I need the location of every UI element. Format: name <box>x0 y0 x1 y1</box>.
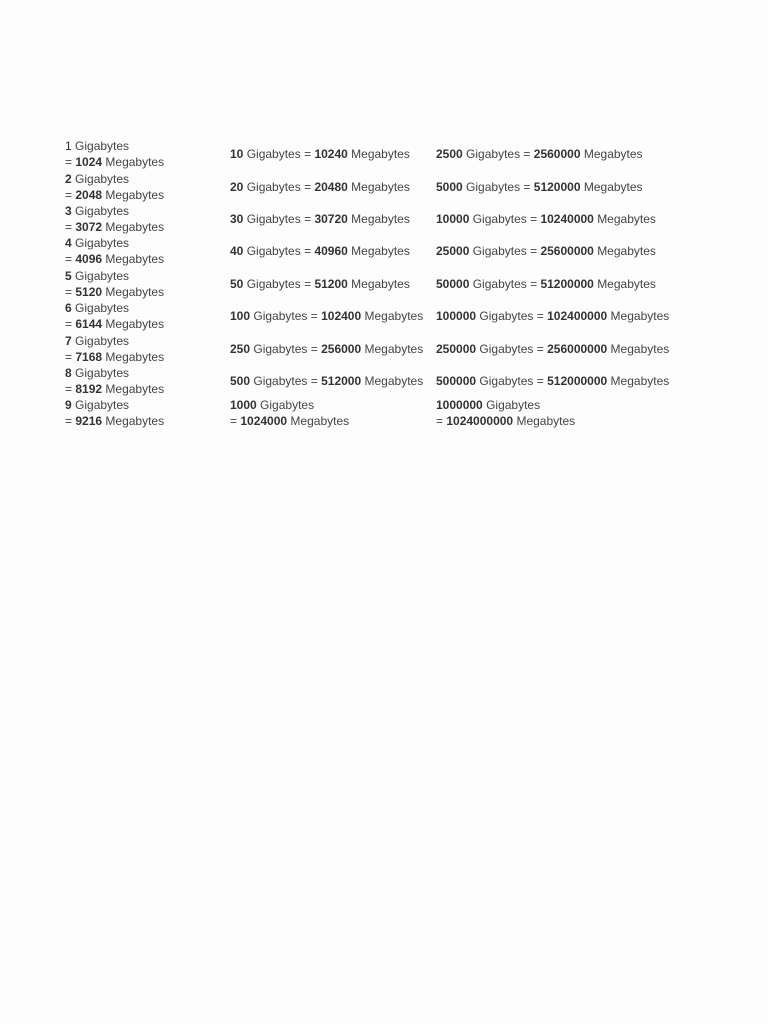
equals-sign: = <box>536 341 544 356</box>
megabytes-value: 256000 <box>321 341 362 356</box>
conversion-cell <box>431 138 740 170</box>
equals-sign: = <box>65 284 73 299</box>
conversion-cell <box>225 332 431 364</box>
gigabytes-value: 500 <box>230 373 251 388</box>
gigabytes-value: 7 <box>65 333 72 348</box>
equals-sign: = <box>304 147 312 162</box>
gigabytes-value: 30 <box>230 211 244 226</box>
cell-line-megabytes <box>65 251 220 267</box>
conversion-cell <box>60 397 225 429</box>
megabytes-unit: Megabytes <box>351 276 410 291</box>
cell-line-gigabytes <box>65 333 220 349</box>
megabytes-unit: Megabytes <box>105 155 165 170</box>
megabytes-value: 20480 <box>314 179 348 194</box>
gigabytes-unit: Gigabytes <box>246 179 301 194</box>
table-row <box>60 332 740 364</box>
equals-sign: = <box>230 414 238 429</box>
table-row <box>60 397 740 429</box>
megabytes-unit: Megabytes <box>364 373 424 388</box>
cell-line-megabytes <box>65 316 220 332</box>
gigabytes-unit: Gigabytes <box>472 211 527 226</box>
megabytes-unit: Megabytes <box>610 309 670 324</box>
megabytes-unit: Megabytes <box>105 349 165 364</box>
gigabytes-value: 1000 <box>230 398 257 413</box>
megabytes-unit: Megabytes <box>516 414 576 429</box>
megabytes-value: 1024000 <box>240 414 288 429</box>
gigabytes-unit: Gigabytes <box>75 365 130 380</box>
cell-line-gigabytes <box>65 300 220 316</box>
cell-line-megabytes <box>65 381 220 397</box>
equals-sign: = <box>65 252 73 267</box>
megabytes-unit: Megabytes <box>583 179 643 194</box>
megabytes-value: 51200000 <box>540 276 594 291</box>
gigabytes-unit: Gigabytes <box>75 236 130 251</box>
megabytes-value: 25600000 <box>540 244 594 259</box>
gigabytes-unit: Gigabytes <box>246 276 301 291</box>
conversion-cell <box>60 268 225 300</box>
cell-line-megabytes <box>65 413 220 429</box>
equals-sign: = <box>304 211 312 226</box>
conversion-cell <box>225 268 431 300</box>
gigabytes-unit: Gigabytes <box>253 341 308 356</box>
table-row <box>60 235 740 267</box>
megabytes-unit: Megabytes <box>597 276 656 291</box>
conversion-cell <box>225 138 431 170</box>
cell-line-gigabytes <box>436 397 735 413</box>
gigabytes-unit: Gigabytes <box>75 301 130 316</box>
megabytes-value: 30720 <box>314 211 348 226</box>
gigabytes-value: 50000 <box>436 276 470 291</box>
equals-sign: = <box>65 317 73 332</box>
equals-sign: = <box>65 414 73 429</box>
megabytes-value: 1024 <box>75 155 103 170</box>
megabytes-value: 512000000 <box>547 373 608 388</box>
megabytes-unit: Megabytes <box>597 211 656 226</box>
conversion-cell <box>225 170 431 202</box>
cell-line-gigabytes <box>65 171 220 187</box>
megabytes-unit: Megabytes <box>351 211 410 226</box>
megabytes-value: 10240000 <box>540 211 594 226</box>
gigabytes-unit: Gigabytes <box>246 244 301 259</box>
megabytes-value: 5120 <box>75 284 103 299</box>
megabytes-value: 51200 <box>314 276 348 291</box>
gigabytes-unit: Gigabytes <box>75 139 130 154</box>
gigabytes-unit: Gigabytes <box>479 341 534 356</box>
cell-line-megabytes <box>65 187 220 203</box>
megabytes-unit: Megabytes <box>290 414 350 429</box>
gigabytes-unit: Gigabytes <box>260 398 315 413</box>
conversion-cell <box>225 365 431 397</box>
conversion-cell <box>431 203 740 235</box>
conversion-table <box>60 138 740 430</box>
megabytes-value: 3072 <box>75 219 103 234</box>
megabytes-value: 2560000 <box>533 147 581 162</box>
megabytes-value: 6144 <box>75 317 103 332</box>
megabytes-unit: Megabytes <box>597 244 656 259</box>
table-row <box>60 365 740 397</box>
gigabytes-value: 9 <box>65 398 72 413</box>
equals-sign: = <box>65 219 73 234</box>
gigabytes-unit: Gigabytes <box>75 171 130 186</box>
equals-sign: = <box>65 155 73 170</box>
megabytes-unit: Megabytes <box>610 373 670 388</box>
equals-sign: = <box>436 414 444 429</box>
gigabytes-unit: Gigabytes <box>479 373 534 388</box>
gigabytes-unit: Gigabytes <box>486 398 541 413</box>
gigabytes-value: 100000 <box>436 309 477 324</box>
megabytes-unit: Megabytes <box>583 147 643 162</box>
cell-line-gigabytes <box>65 203 220 219</box>
megabytes-value: 102400 <box>321 309 362 324</box>
equals-sign: = <box>304 276 312 291</box>
cell-line-megabytes <box>65 349 220 365</box>
gigabytes-value: 6 <box>65 301 72 316</box>
conversion-cell <box>431 300 740 332</box>
megabytes-value: 40960 <box>314 244 348 259</box>
gigabytes-unit: Gigabytes <box>246 211 301 226</box>
gigabytes-unit: Gigabytes <box>75 398 130 413</box>
gigabytes-value: 100 <box>230 309 251 324</box>
equals-sign: = <box>310 373 318 388</box>
conversion-cell <box>431 268 740 300</box>
gigabytes-value: 50 <box>230 276 244 291</box>
equals-sign: = <box>65 349 73 364</box>
gigabytes-value: 2 <box>65 171 72 186</box>
gigabytes-value: 10 <box>230 147 244 162</box>
conversion-cell <box>431 235 740 267</box>
cell-line-gigabytes <box>65 235 220 251</box>
equals-sign: = <box>536 309 544 324</box>
equals-sign: = <box>65 381 73 396</box>
megabytes-unit: Megabytes <box>351 179 410 194</box>
gigabytes-value: 8 <box>65 365 72 380</box>
conversion-table-body <box>60 138 740 430</box>
gigabytes-unit: Gigabytes <box>472 276 527 291</box>
megabytes-unit: Megabytes <box>364 309 424 324</box>
gigabytes-value: 5000 <box>436 179 463 194</box>
gigabytes-value: 4 <box>65 236 72 251</box>
equals-sign: = <box>65 187 73 202</box>
conversion-cell <box>225 300 431 332</box>
megabytes-unit: Megabytes <box>351 147 410 162</box>
equals-sign: = <box>310 309 318 324</box>
conversion-cell <box>60 235 225 267</box>
gigabytes-value: 20 <box>230 179 244 194</box>
gigabytes-unit: Gigabytes <box>253 373 308 388</box>
equals-sign: = <box>536 373 544 388</box>
conversion-cell <box>225 203 431 235</box>
megabytes-unit: Megabytes <box>351 244 410 259</box>
gigabytes-value: 1000000 <box>436 398 483 413</box>
megabytes-value: 8192 <box>75 381 103 396</box>
table-row <box>60 268 740 300</box>
megabytes-unit: Megabytes <box>105 187 165 202</box>
gigabytes-value: 3 <box>65 203 72 218</box>
gigabytes-value: 1 <box>65 139 72 154</box>
equals-sign: = <box>310 341 318 356</box>
cell-line-megabytes <box>65 154 220 170</box>
equals-sign: = <box>523 147 531 162</box>
conversion-cell <box>60 138 225 170</box>
megabytes-value: 102400000 <box>547 309 608 324</box>
gigabytes-unit: Gigabytes <box>75 333 130 348</box>
megabytes-value: 7168 <box>75 349 103 364</box>
megabytes-value: 5120000 <box>533 179 581 194</box>
equals-sign: = <box>304 244 312 259</box>
megabytes-unit: Megabytes <box>105 414 165 429</box>
conversion-cell <box>431 397 740 429</box>
megabytes-value: 9216 <box>75 414 103 429</box>
megabytes-unit: Megabytes <box>610 341 670 356</box>
table-row <box>60 170 740 202</box>
megabytes-value: 512000 <box>321 373 362 388</box>
conversion-cell <box>60 300 225 332</box>
cell-line-megabytes <box>65 284 220 300</box>
megabytes-unit: Megabytes <box>105 317 165 332</box>
gigabytes-value: 250 <box>230 341 251 356</box>
megabytes-unit: Megabytes <box>105 284 165 299</box>
gigabytes-value: 500000 <box>436 373 477 388</box>
equals-sign: = <box>304 179 312 194</box>
cell-line-megabytes <box>436 413 735 429</box>
gigabytes-unit: Gigabytes <box>253 309 308 324</box>
conversion-cell <box>60 203 225 235</box>
megabytes-value: 10240 <box>314 147 348 162</box>
cell-line-gigabytes <box>65 138 220 154</box>
gigabytes-value: 2500 <box>436 147 463 162</box>
equals-sign: = <box>530 244 538 259</box>
table-row <box>60 138 740 170</box>
conversion-cell <box>431 170 740 202</box>
conversion-cell <box>60 365 225 397</box>
megabytes-unit: Megabytes <box>364 341 424 356</box>
equals-sign: = <box>530 211 538 226</box>
megabytes-unit: Megabytes <box>105 252 165 267</box>
table-row <box>60 203 740 235</box>
gigabytes-value: 5 <box>65 268 72 283</box>
conversion-cell <box>431 365 740 397</box>
conversion-cell <box>60 332 225 364</box>
gigabytes-value: 25000 <box>436 244 470 259</box>
gigabytes-unit: Gigabytes <box>479 309 534 324</box>
megabytes-value: 4096 <box>75 252 103 267</box>
table-row <box>60 300 740 332</box>
cell-line-gigabytes <box>65 397 220 413</box>
cell-line-megabytes <box>230 413 426 429</box>
gigabytes-unit: Gigabytes <box>472 244 527 259</box>
gigabytes-unit: Gigabytes <box>246 147 301 162</box>
conversion-cell <box>60 170 225 202</box>
cell-line-megabytes <box>65 219 220 235</box>
gigabytes-value: 250000 <box>436 341 477 356</box>
gigabytes-unit: Gigabytes <box>75 268 130 283</box>
gigabytes-value: 10000 <box>436 211 470 226</box>
cell-line-gigabytes <box>230 397 426 413</box>
gigabytes-unit: Gigabytes <box>466 147 521 162</box>
cell-line-gigabytes <box>65 268 220 284</box>
gigabytes-value: 40 <box>230 244 244 259</box>
megabytes-unit: Megabytes <box>105 381 165 396</box>
gigabytes-unit: Gigabytes <box>75 203 130 218</box>
conversion-cell <box>225 235 431 267</box>
conversion-cell <box>431 332 740 364</box>
megabytes-value: 2048 <box>75 187 103 202</box>
megabytes-unit: Megabytes <box>105 219 165 234</box>
gigabytes-unit: Gigabytes <box>466 179 521 194</box>
megabytes-value: 1024000000 <box>446 414 514 429</box>
megabytes-value: 256000000 <box>547 341 608 356</box>
cell-line-gigabytes <box>65 365 220 381</box>
conversion-cell <box>225 397 431 429</box>
equals-sign: = <box>530 276 538 291</box>
equals-sign: = <box>523 179 531 194</box>
